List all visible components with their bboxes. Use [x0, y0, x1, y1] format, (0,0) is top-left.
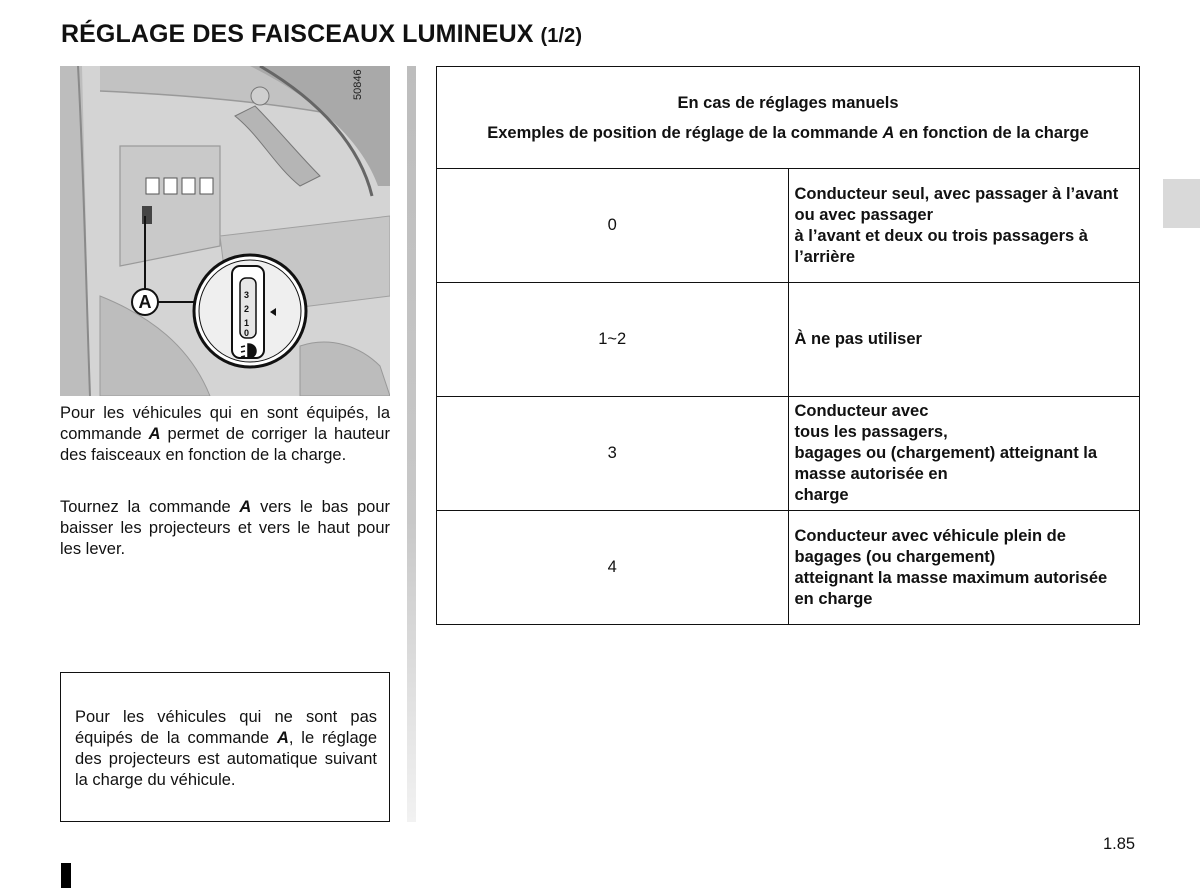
table-row: [437, 283, 1140, 397]
control-reference: A: [276, 729, 289, 747]
control-reference: A: [148, 425, 161, 443]
page-title-text: RÉGLAGE DES FAISCEAUX LUMINEUX: [61, 20, 534, 48]
load-settings-table: [436, 66, 1140, 625]
position-cell: 3: [437, 397, 789, 511]
table-header-subtitle: Exemples de position de réglage de la commande A en fonction de la charge: [487, 123, 1089, 142]
intro-paragraph-1: Pour les véhicules qui en sont équipés, la commande A permet de corriger la hauteur des faisceaux en fonction de la charge.: [60, 404, 390, 464]
description-cell: Conducteur seul, avec passager à l’avant ou avec passager à l’avant et deux ou trois passagers à l’arrière: [788, 169, 1140, 283]
description-cell: À ne pas utiliser: [788, 283, 1140, 397]
dashboard-illustration: [60, 66, 390, 396]
description-cell: Conducteur avec tous les passagers, bagages ou (chargement) atteignant la masse autorisée en charge: [788, 397, 1140, 511]
dial-mark-0: 0: [244, 328, 250, 338]
table-row: [437, 511, 1140, 625]
dial-mark-3: 3: [244, 290, 250, 300]
dial-mark-2: 2: [244, 304, 250, 314]
intro-paragraph-2: Tournez la commande A vers le bas pour baisser les projecteurs et vers le haut pour les lever.: [60, 498, 390, 558]
table-header-title: En cas de réglages manuels: [677, 93, 899, 112]
table-row: [437, 397, 1140, 511]
position-cell: 4: [437, 511, 789, 625]
description-cell: Conducteur avec véhicule plein de bagages (ou chargement) atteignant la masse maximum autorisée en charge: [788, 511, 1140, 625]
corner-mark: [61, 863, 71, 888]
figure-reference-code: 50846: [352, 69, 364, 100]
headlamp-icon: [241, 344, 256, 358]
note-text: Pour les véhicules qui ne sont pas équipés de la commande A, le réglage des projecteurs est automatique suivant la charge du véhicule.: [75, 708, 378, 789]
page-title-suffix: (1/2): [540, 25, 583, 47]
chapter-tab: [1163, 179, 1200, 228]
position-cell: 1~2: [437, 283, 789, 397]
dial-mark-1: 1: [244, 318, 250, 328]
page-title: [61, 20, 582, 49]
table-row: [437, 169, 1140, 283]
page-number: 1.85: [1103, 835, 1136, 853]
table-header-row: [437, 67, 1140, 169]
automatic-adjustment-note: [60, 672, 390, 822]
column-divider: [407, 66, 416, 822]
table-header: [437, 67, 1140, 169]
dashboard-drawing: [60, 66, 390, 396]
position-cell: 0: [437, 169, 789, 283]
callout-label-a: A: [131, 288, 159, 316]
control-reference: A: [239, 498, 252, 516]
control-reference: A: [882, 123, 895, 142]
